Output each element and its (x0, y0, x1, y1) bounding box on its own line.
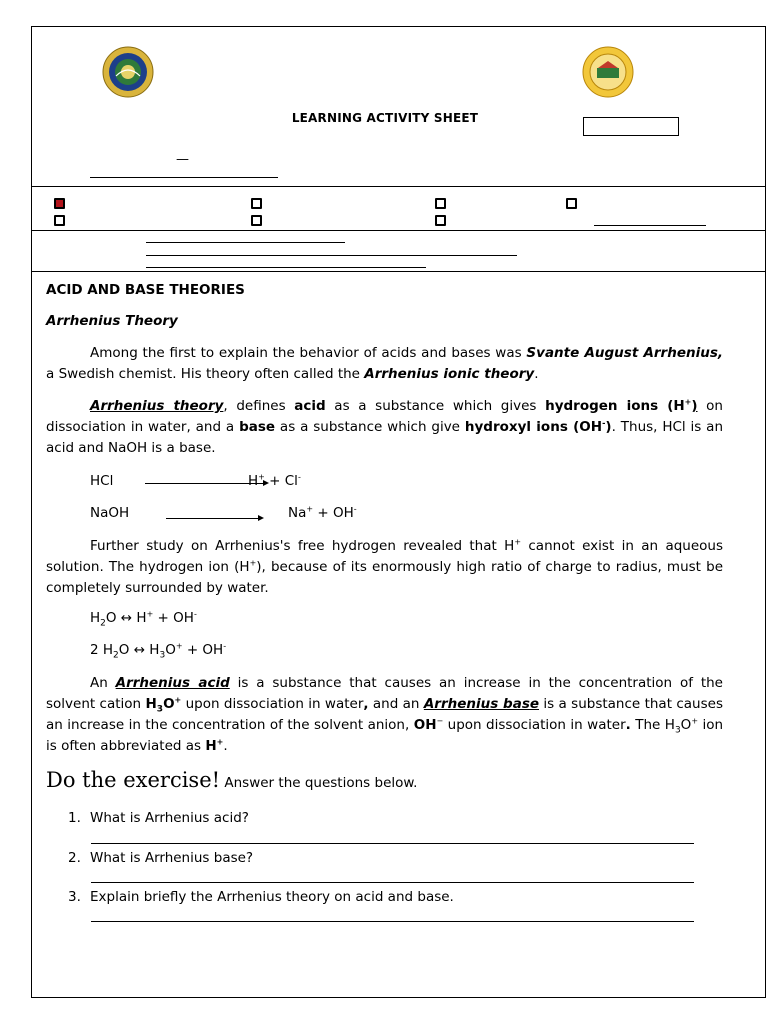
other-underline[interactable] (594, 225, 706, 226)
dash-mark: — (176, 152, 189, 167)
question-2: 2. What is Arrhenius base? (68, 850, 254, 866)
header-divider (31, 186, 766, 187)
answer-line-3[interactable] (91, 921, 694, 922)
reaction-arrow-2 (166, 518, 262, 519)
equation-water-1: $H_2O$ ↔ H+ + OH- (90, 609, 197, 629)
checkbox-7[interactable] (566, 198, 577, 209)
paragraph-1: Among the first to explain the behavior of acids and bases was Svante August Arrhenius, a Swedish chemist. His theory often called the Arrhenius ionic theory. (46, 345, 723, 382)
equation-hcl-left: HCl (90, 473, 114, 489)
equation-hcl-right: H+ + Cl- (248, 472, 301, 489)
answer-line-1[interactable] (91, 843, 694, 844)
checkbox-row-divider (31, 230, 766, 231)
info-line-2[interactable] (146, 255, 517, 256)
paragraph-4: An Arrhenius acid is a substance that causes an increase in the concentration of the solvent cation $H_3O^+$ upon dissociation in water, and an Arrhenius base is a substance that causes an increase in the concentration of the solvent anion, OH− upon dissociation in water. The $H_3O^+$ ion is often abbreviated as H+. (46, 675, 724, 754)
equation-naoh-left: NaOH (90, 505, 130, 521)
score-box[interactable] (583, 117, 679, 136)
checkbox-4[interactable] (251, 215, 262, 226)
checkbox-2[interactable] (54, 215, 65, 226)
checkbox-5[interactable] (435, 198, 446, 209)
question-1: 1. What is Arrhenius acid? (68, 810, 249, 826)
paragraph-2: Arrhenius theory, defines acid as a substance which gives hydrogen ions (H+) on dissociation in water, and a base as a substance which give hydroxyl ions (OH-). Thus, HCl is an acid and NaOH is a base. (46, 397, 724, 456)
equation-naoh-right: Na+ + OH- (288, 504, 357, 521)
question-3: 3. Explain briefly the Arrhenius theory on acid and base. (68, 889, 454, 905)
info-line-3[interactable] (146, 267, 426, 268)
page-title: LEARNING ACTIVITY SHEET (291, 111, 479, 125)
checkbox-6[interactable] (435, 215, 446, 226)
checkbox-1[interactable] (54, 198, 65, 209)
exercise-heading: Do the exercise! Answer the questions below. (46, 768, 418, 792)
school-seal-left-logo (102, 46, 154, 98)
info-line-1[interactable] (146, 242, 345, 243)
name-underline[interactable] (90, 177, 278, 178)
answer-line-2[interactable] (91, 882, 694, 883)
info-row-divider (31, 271, 766, 272)
section-heading: ACID AND BASE THEORIES (46, 282, 245, 298)
checkbox-3[interactable] (251, 198, 262, 209)
paragraph-3: Further study on Arrhenius's free hydrogen revealed that H+ cannot exist in an aqueous solution. The hydrogen ion (H+), because of its enormously high ratio of charge to radius, must be completely surrounded by water. (46, 537, 724, 596)
equation-water-2: 2 $H_2O$ ↔ $H_3O^+ + OH^-$ (90, 641, 227, 661)
section-subheading: Arrhenius Theory (46, 313, 178, 329)
school-seal-right-logo (582, 46, 634, 98)
